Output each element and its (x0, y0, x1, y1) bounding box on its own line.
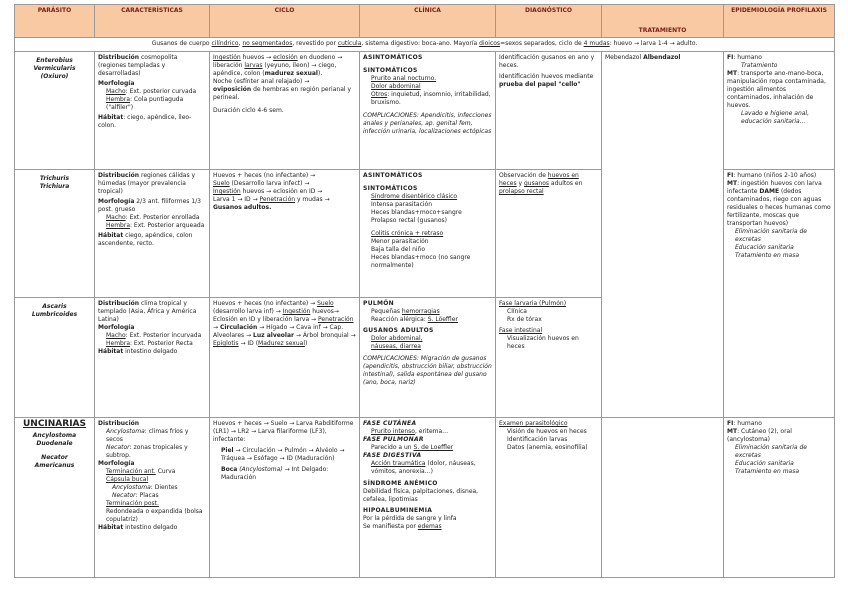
trichuris-diagnostico: Observación de huevos en heces y gusanos adultos en prolapso rectal (496, 170, 602, 298)
enterobius-clinica: ASINTOMÁTICOS SINTOMÁTICOS Prurito anal nocturno. Dolor abdominal Otros: inquietud, insomnio, irritabilidad, bruxismo. COMPLICACIONES: Apendicitis, infecciones anales y perianales, ap. genital fem, infección urinaria, localizaciones ectópicas (360, 52, 496, 170)
trichuris-caracteristicas: Distribución regiones cálidas y húmedas (mayor prevalencia tropical) Morfología 2/3 ant. filiformes 1/3 post. grueso Macho: Ext. Posterior enrollada Hembra: Ext. Posterior arqueada Hábitat ciego, apéndice, colon ascendente, recto. (95, 170, 210, 298)
enterobius-diagnostico: Identificación gusanos en ano y heces. Identificación huevos mediante prueba del papel "cello" (496, 52, 602, 170)
header-diagnostico: DIAGNÓSTICO (496, 5, 602, 38)
epidemiologia-shared: FI: humano (niños 2-10 años) MT: ingestión huevos con larva infectante DAME (dedos contaminados, riego con aguas residuales o heces humanas como fertilizante, moscas que transportan huevos) Eliminación sanitaria de excretas Educación sanitaria Tratamiento en masa (724, 170, 835, 418)
enterobius-ciclo: Ingestión huevos → eclosión en duodeno → liberación larvas (yeyuno, íleon) → ciego, apéndice, colon (madurez sexual). Noche (esfínter anal relajado) → oviposición de hembras en región perianal y perineal. Duración ciclo 4-6 sem. (210, 52, 360, 170)
row-uncinarias (15, 418, 835, 578)
ascaris-clinica: PULMÓN Pequeñas hemorragias Reacción alérgica: S. Löeffler GUSANOS ADULTOS Dolor abdominal, náuseas, diarrea COMPLICACIONES: Migración de gusanos (apendicitis, obstrucción biliar, obstrucción intestinal), salida espontánea del gusano (ano, boca, nariz) (360, 298, 496, 418)
header-tratamiento: TRATAMIENTO (602, 5, 724, 38)
parasite-ascaris: Ascaris Lumbricoides (15, 298, 95, 418)
uncinarias-caracteristicas: Distribución Ancylostoma: climas fríos y secos Necator: zonas tropicales y subtrop. Morfología Terminación ant. Curva Cápsula bucal Ancylostoma: Dientes Necator: Placas Terminación post. Redondeada o expandida (bolsa copulatriz) Hábitat intestino delgado (95, 418, 210, 578)
header-epidemiologia: EPIDEMIOLOGÍA PROFILAXIS (724, 5, 835, 38)
enterobius-epidemiologia: FI: humano Tratamiento MT: transporte ano-mano-boca, manipulación ropa contaminada, ingestión alimentos contaminados, inhalación de huevos. Lavado e higiene anal, educación sanitaria… (724, 52, 835, 170)
ascaris-diagnostico: Fase larvaria (Pulmón) Clínica Rx de tórax Fase intestinal Visualización huevos en heces (496, 298, 602, 418)
uncinarias-tratamiento (602, 418, 724, 578)
nematode-summary: Gusanos de cuerpo cilíndrico, no segmentados, revestido por cutícula, sistema digestivo: boca-ano. Mayoría dioicos=sexos separados, ciclo de 4 mudas: huevo → larva 1-4 → adulto. (15, 38, 835, 52)
summary-row (15, 38, 835, 52)
uncinarias-clinica: FASE CUTÁNEA Prurito intenso, eritema… FASE PULMONAR Parecido a un S. de Loeffler FASE DIGESTIVA Acción traumática (dolor, náuseas, vómitos, anorexia…) SÍNDROME ANÉMICO Debilidad física, palpitaciones, disnea, cefalea, lipotimias HIPOALBUMINEMIA Por la pérdida de sangre y linfa Se manifiesta por edemas (360, 418, 496, 578)
ascaris-ciclo: Huevos + heces (no infectante) → Suelo (desarrollo larva inf) → Ingestión huevos→ Eclosión en ID y liberación larva → Penetración → Circulación → Hígado → Cava inf → Cap. Alveolares → Luz alveolar → Árbol bronquial → Epiglotis → ID (Madurez sexual) (210, 298, 360, 418)
enterobius-caracteristicas: Distribución cosmopolita (regiones templadas y desarrolladas) Morfología Macho: Ext. posterior curvada Hembra: Cola puntiaguda ("alfiler") Hábitat: ciego, apéndice, íleo-colon. (95, 52, 210, 170)
parasite-trichuris: Trichuris Trichiura (15, 170, 95, 298)
trichuris-clinica: ASINTOMÁTICOS SINTOMÁTICOS Síndrome disentérico clásico Intensa parasitación Heces blandas+moco+sangre Prolapso rectal (gusanos) Colitis crónica + retraso Menor parasitación Baja talla del niño Heces blandas+moco (no sangre normalmente) (360, 170, 496, 298)
uncinarias-diagnostico: Examen parasitológico Visión de huevos en heces Identificación larvas Datos (anemia, eosinofilia) (496, 418, 602, 578)
uncinarias-ciclo: Huevos + heces → Suelo → Larva Rabditiforme (LR1) → LR2 → Larva filariforme (LF3), infectante: Piel → Circulación → Pulmón → Alvéolo → Tráquea → Esófago → ID (Maduración) Boca (Ancylostoma) → Int Delgado: Maduración (210, 418, 360, 578)
uncinarias-epidemiologia: FI: humano MT: Cutáneo (2), oral (ancylostoma) Eliminación sanitaria de excretas Educación sanitaria Tratamiento en masa (724, 418, 835, 578)
header-parasito: PARÁSITO (15, 5, 95, 38)
tratamiento-cell: Mebendazol Albendazol (602, 52, 724, 418)
ascaris-caracteristicas: Distribución clima tropical y templado (Asia, África y América Latina) Morfología Macho: Ext. Posterior incurvada Hembra: Ext. Posterior Recta Hábitat intestino delgado (95, 298, 210, 418)
header-caracteristicas: CARACTERÍSTICAS (95, 5, 210, 38)
row-enterobius (15, 52, 835, 170)
nematodes-table (14, 4, 835, 578)
parasite-uncinarias: UNCINARIAS Ancylostoma Duodenale Necator Americanus (15, 418, 95, 578)
header-clinica: CLÍNICA (360, 5, 496, 38)
parasite-enterobius: Enterobius Vermicularis (Oxiuro) (15, 52, 95, 170)
header-ciclo: CICLO (210, 5, 360, 38)
trichuris-ciclo: Huevos + heces (no infectante) → Suelo (Desarrollo larva infect) → Ingestión huevos → eclosión en ID → Larva 1 → ID → Penetración y mudas → Gusanos adultos. (210, 170, 360, 298)
header-row (15, 5, 835, 38)
